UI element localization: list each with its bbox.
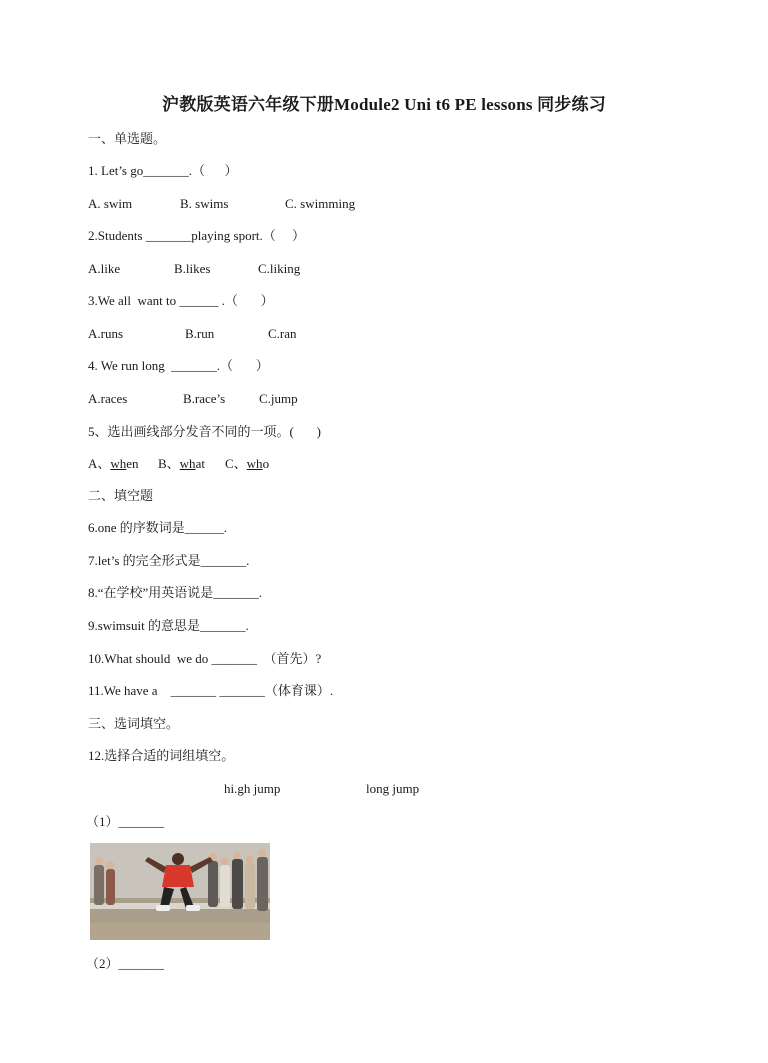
question-1-option-c: C. swimming	[285, 196, 356, 211]
section-heading-word-choice: 三、选词填空。	[88, 716, 180, 731]
question-5-option-a	[88, 456, 139, 472]
question-2-option-a: A.like	[88, 261, 121, 276]
question-10: 10.What should we do _______ （首先）?	[88, 651, 322, 666]
q5-b-rest: at	[195, 456, 205, 471]
question-5-option-c	[225, 456, 269, 472]
question-1-stem: 1. Let’s go_______.（ ）	[88, 163, 238, 178]
question-9: 9.swimsuit 的意思是_______.	[88, 618, 249, 633]
page-title: 沪教版英语六年级下册Module2 Uni t6 PE lessons 同步练习	[162, 95, 606, 114]
question-4-option-b: B.race’s	[183, 391, 226, 406]
section-heading-single-choice: 一、单选题。	[88, 131, 167, 146]
question-5-stem: 5、选出画线部分发音不同的一项。( )	[88, 424, 321, 439]
q5-b-prefix: B、	[158, 456, 180, 471]
q5-a-rest: en	[126, 456, 139, 471]
question-2-stem: 2.Students _______playing sport.（ ）	[88, 228, 306, 243]
q5-c-rest: o	[262, 456, 270, 471]
question-2-option-c: C.liking	[258, 261, 301, 276]
question-4-stem: 4. We run long _______.（ ）	[88, 358, 269, 373]
q5-c-prefix: C、	[225, 456, 247, 471]
question-3-option-b: B.run	[185, 326, 215, 341]
question-7: 7.let’s 的完全形式是_______.	[88, 553, 250, 568]
question-8: 8.“在学校”用英语说是_______.	[88, 585, 263, 600]
question-12-stem: 12.选择合适的词组填空。	[88, 748, 235, 763]
question-1-option-b: B. swims	[180, 196, 229, 211]
question-3-stem: 3.We all want to ______ .（ ）	[88, 293, 274, 308]
question-3-option-c: C.ran	[268, 326, 297, 341]
question-12-blank-1: （1）_______	[86, 814, 165, 829]
q5-c-underlined: wh	[246, 456, 263, 471]
question-4-option-a: A.races	[88, 391, 128, 406]
word-option-high-jump: hi.gh jump	[224, 781, 281, 796]
long-jump-photo	[90, 843, 270, 940]
q5-a-underlined: wh	[110, 456, 127, 471]
question-2-option-b: B.likes	[174, 261, 211, 276]
word-option-long-jump: long jump	[366, 781, 420, 796]
question-5-option-b	[158, 456, 205, 472]
question-4-option-c: C.jump	[259, 391, 298, 406]
q5-a-prefix: A、	[88, 456, 111, 471]
section-heading-fill-blank: 二、填空题	[88, 488, 154, 503]
question-11: 11.We have a _______ _______（体育课）.	[88, 683, 334, 698]
q5-b-underlined: wh	[179, 456, 196, 471]
question-3-option-a: A.runs	[88, 326, 124, 341]
question-12-blank-2: （2）_______	[86, 956, 165, 971]
question-1-option-a: A. swim	[88, 196, 133, 211]
long-jump-photo-illustration	[90, 843, 270, 940]
question-6: 6.one 的序数词是______.	[88, 520, 228, 535]
